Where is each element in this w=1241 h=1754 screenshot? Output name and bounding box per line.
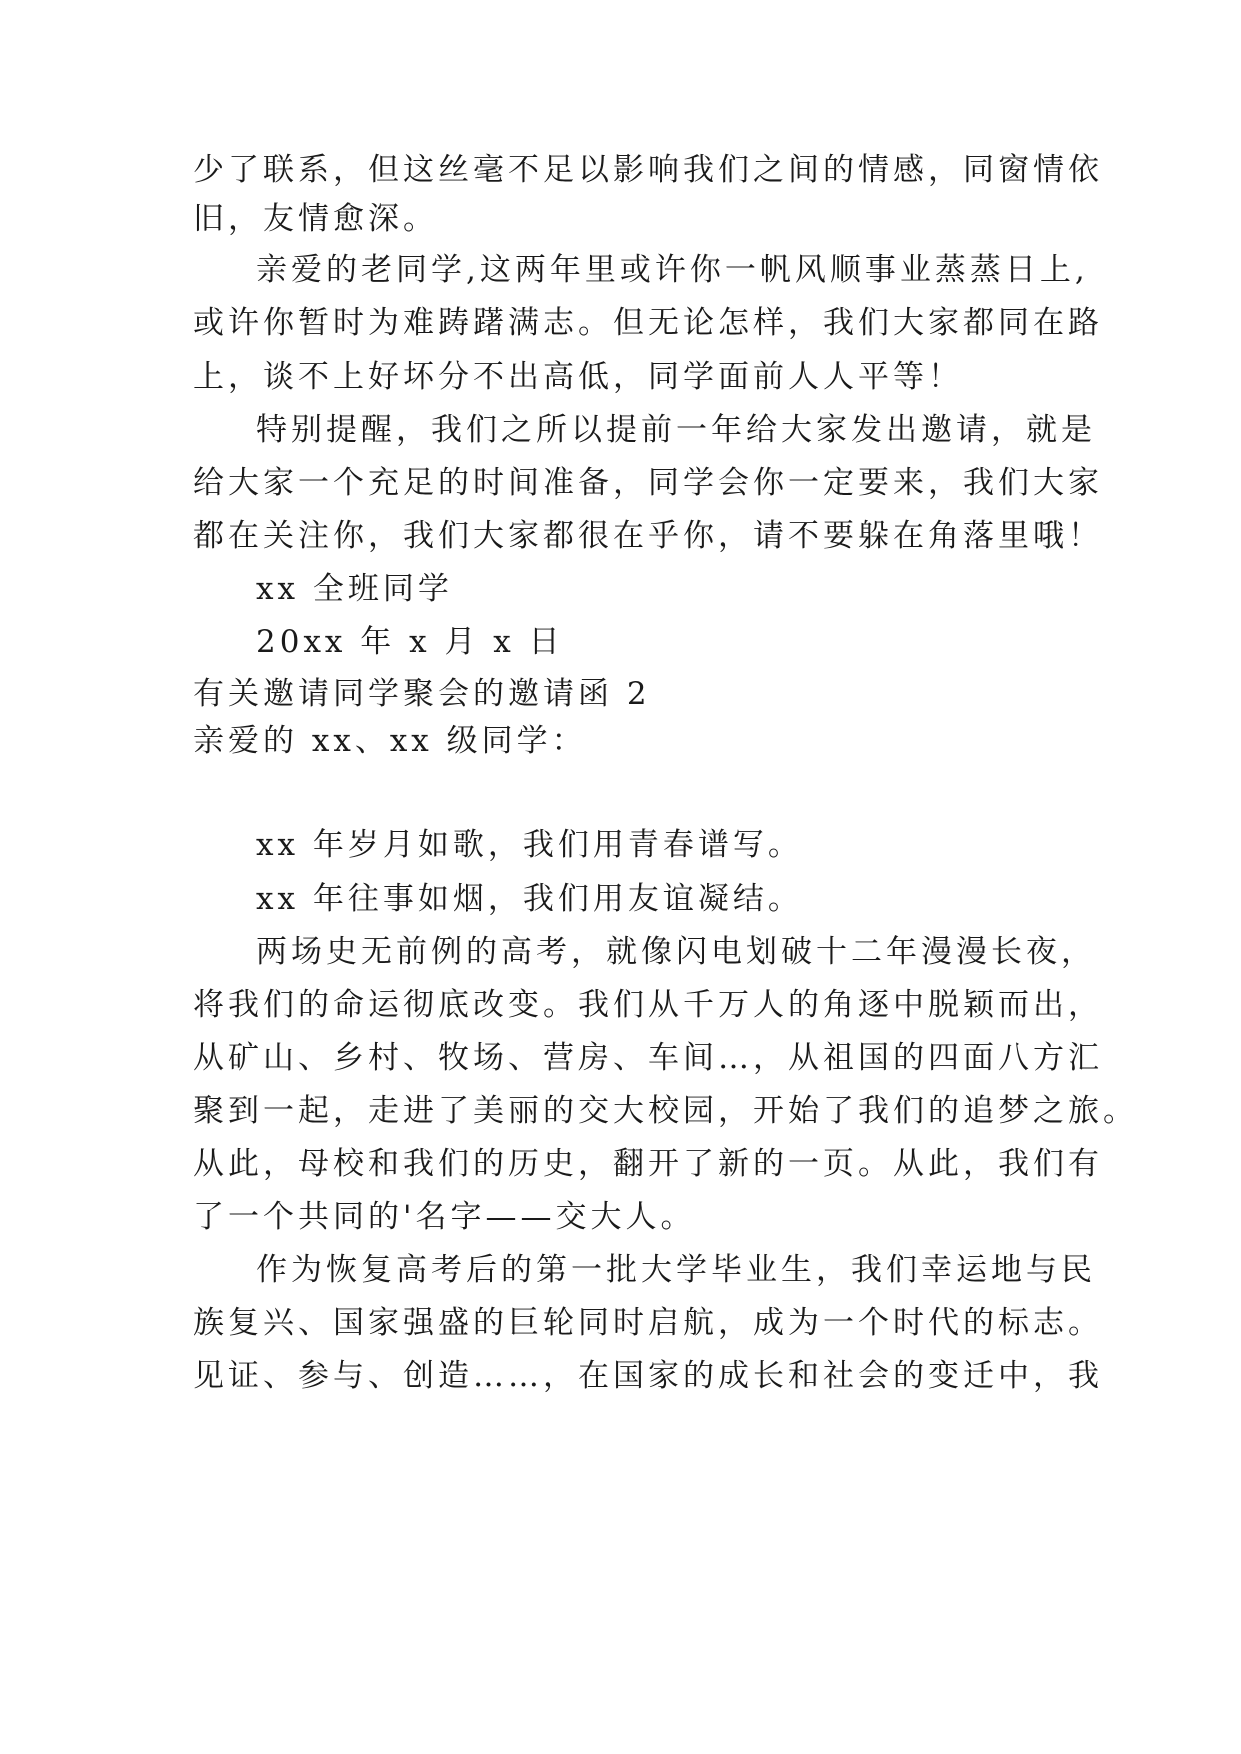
paragraph-line: 特别提醒，我们之所以提前一年给大家发出邀请，就是 [256, 412, 1096, 448]
paragraph-line: 族复兴、国家强盛的巨轮同时启航，成为一个时代的标志。 [193, 1305, 1103, 1341]
paragraph-line: 给大家一个充足的时间准备，同学会你一定要来，我们大家 [193, 465, 1103, 501]
paragraph-line: 聚到一起，走进了美丽的交大校园，开始了我们的追梦之旅。 [193, 1093, 1138, 1129]
paragraph-line: 亲爱的老同学,这两年里或许你一帆风顺事业蒸蒸日上, [256, 252, 1089, 288]
paragraph-line: 两场史无前例的高考，就像闪电划破十二年漫漫长夜， [256, 934, 1096, 970]
date-line: 20xx 年 x 月 x 日 [256, 624, 564, 660]
paragraph-line: 旧，友情愈深。 [193, 201, 438, 237]
paragraph-line: 将我们的命运彻底改变。我们从千万人的角逐中脱颖而出， [193, 987, 1103, 1023]
paragraph-line: 上，谈不上好坏分不出高低，同学面前人人平等！ [193, 359, 963, 395]
paragraph-line: xx 年岁月如歌，我们用青春谱写。 [256, 827, 803, 863]
paragraph-line: 作为恢复高考后的第一批大学毕业生，我们幸运地与民 [256, 1252, 1096, 1288]
paragraph-line: 从此，母校和我们的历史，翻开了新的一页。从此，我们有 [193, 1146, 1103, 1182]
paragraph-line: xx 年往事如烟，我们用友谊凝结。 [256, 881, 803, 917]
paragraph-line: 见证、参与、创造……，在国家的成长和社会的变迁中，我 [193, 1358, 1103, 1394]
section-heading: 有关邀请同学聚会的邀请函 2 [193, 676, 651, 712]
signature-line: xx 全班同学 [256, 571, 453, 607]
salutation-line: 亲爱的 xx、xx 级同学： [193, 723, 587, 759]
paragraph-line: 或许你暂时为难踌躇满志。但无论怎样，我们大家都同在路 [193, 305, 1103, 341]
paragraph-line: 了一个共同的'名字——交大人。 [193, 1199, 696, 1235]
paragraph-line: 少了联系，但这丝毫不足以影响我们之间的情感，同窗情依 [193, 152, 1103, 188]
paragraph-line: 都在关注你，我们大家都很在乎你，请不要躲在角落里哦！ [193, 518, 1103, 554]
paragraph-line: 从矿山、乡村、牧场、营房、车间…，从祖国的四面八方汇 [193, 1040, 1103, 1076]
